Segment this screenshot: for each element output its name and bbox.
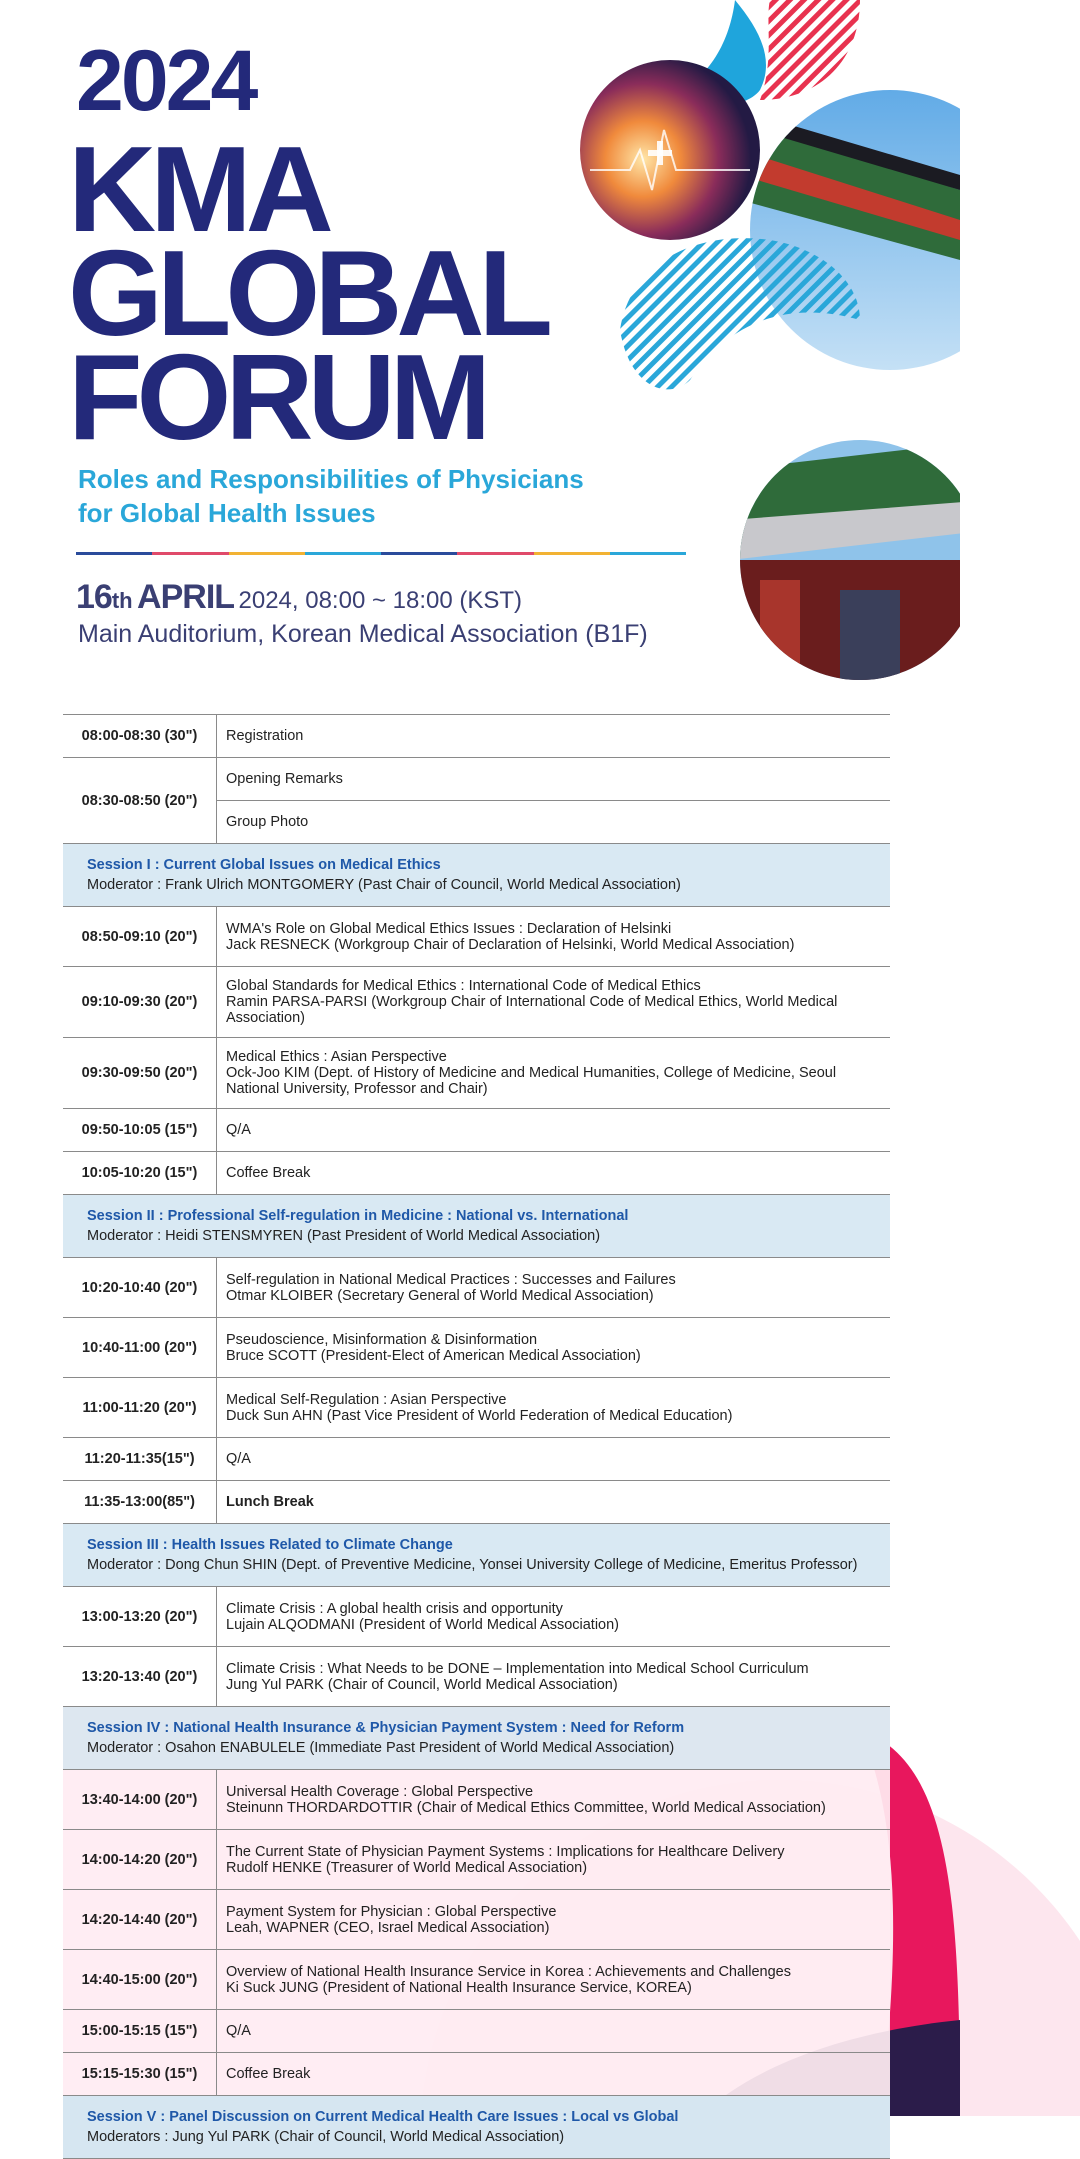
schedule-row [63, 2053, 890, 2096]
date-time: 2024, 08:00 ~ 18:00 (KST) [238, 587, 523, 614]
forum-title-line-3: FORUM [68, 329, 486, 465]
subtitle-line-1: Roles and Responsibilities of Physicians [78, 464, 584, 494]
forum-title-line-1: KMA [68, 121, 328, 257]
forum-subtitle [78, 462, 638, 530]
time-cell: 13:20-13:40 (20") [63, 1647, 217, 1707]
schedule-row [63, 1587, 890, 1647]
session-title: Session II : Professional Self-regulation in Medicine : National vs. International [87, 1208, 629, 1224]
item-cell: Registration [217, 715, 891, 758]
session-header [63, 1707, 890, 1770]
schedule-row [63, 1890, 890, 1950]
talk-speaker: Lujain ALQODMANI (President of World Medical Association) [226, 1616, 620, 1633]
schedule-row [63, 967, 890, 1038]
item-cell: Q/A [217, 1438, 891, 1481]
talk-speaker: Jung Yul PARK (Chair of Council, World Medical Association) [226, 1676, 618, 1693]
time-cell: 14:40-15:00 (20") [63, 1950, 217, 2010]
header-artwork [560, 0, 960, 680]
talk-speaker: Otmar KLOIBER (Secretary General of World Medical Association) [226, 1287, 654, 1304]
item-cell: Q/A [217, 2010, 891, 2053]
schedule-row [63, 758, 890, 801]
talk-topic: Overview of National Health Insurance Service in Korea : Achievements and Challenges [226, 1963, 791, 1980]
session-moderator: Moderator : Osahon ENABULELE (Immediate Past President of World Medical Association) [87, 1740, 675, 1756]
item-cell [217, 967, 891, 1038]
color-divider [76, 552, 686, 555]
time-cell: 13:40-14:00 (20") [63, 1770, 217, 1830]
time-cell: 10:20-10:40 (20") [63, 1258, 217, 1318]
session-header [63, 2096, 890, 2159]
talk-topic: WMA's Role on Global Medical Ethics Issues : Declaration of Helsinki [226, 920, 672, 937]
talk-speaker: Duck Sun AHN (Past Vice President of World Federation of Medical Education) [226, 1407, 733, 1424]
item-cell [217, 1587, 891, 1647]
schedule-row [63, 1038, 890, 1109]
subtitle-line-2: for Global Health Issues [78, 498, 376, 528]
date-day: 16 [76, 578, 112, 616]
item-cell [217, 1258, 891, 1318]
time-cell: 08:30-08:50 (20") [63, 758, 217, 844]
schedule-row [63, 1770, 890, 1830]
item-cell: Group Photo [217, 801, 891, 844]
time-cell: 15:00-15:15 (15") [63, 2010, 217, 2053]
talk-speaker: Rudolf HENKE (Treasurer of World Medical Association) [226, 1859, 588, 1876]
talk-topic: The Current State of Physician Payment Systems : Implications for Healthcare Delivery [226, 1843, 785, 1860]
session-title: Session V : Panel Discussion on Current Medical Health Care Issues : Local vs Global [87, 2109, 679, 2125]
item-cell: Opening Remarks [217, 758, 891, 801]
time-cell: 10:40-11:00 (20") [63, 1318, 217, 1378]
talk-topic: Pseudoscience, Misinformation & Disinformation [226, 1331, 538, 1348]
talk-topic: Global Standards for Medical Ethics : International Code of Medical Ethics [226, 978, 701, 994]
forum-title-line-2: GLOBAL [68, 225, 548, 361]
talk-speaker: Leah, WAPNER (CEO, Israel Medical Association) [226, 1919, 550, 1936]
schedule-row [63, 1950, 890, 2010]
forum-year: 2024 [76, 33, 256, 129]
time-cell: 14:20-14:40 (20") [63, 1890, 217, 1950]
item-cell: Coffee Break [217, 2053, 891, 2096]
talk-speaker: Bruce SCOTT (President-Elect of American Medical Association) [226, 1347, 641, 1364]
time-cell: 14:00-14:20 (20") [63, 1830, 217, 1890]
schedule-row [63, 2010, 890, 2053]
event-venue: Main Auditorium, Korean Medical Association (B1F) [78, 620, 648, 648]
talk-topic: Climate Crisis : What Needs to be DONE – Implementation into Medical School Curriculum [226, 1660, 809, 1677]
talk-speaker: Ramin PARSA-PARSI (Workgroup Chair of International Code of Medical Ethics, World Medical Association) [226, 994, 838, 1026]
item-cell [217, 1890, 891, 1950]
item-cell [217, 1378, 891, 1438]
schedule-row [63, 907, 890, 967]
time-cell: 11:20-11:35(15") [63, 1438, 217, 1481]
time-cell: 11:35-13:00(85") [63, 1481, 217, 1524]
session-moderator: Moderator : Heidi STENSMYREN (Past President of World Medical Association) [87, 1228, 601, 1244]
session-header [63, 1195, 890, 1258]
item-cell [217, 1770, 891, 1830]
talk-topic: Self-regulation in National Medical Practices : Successes and Failures [226, 1271, 676, 1288]
event-date [76, 578, 522, 617]
time-cell: 09:30-09:50 (20") [63, 1038, 217, 1109]
item-cell: Lunch Break [217, 1481, 891, 1524]
schedule-row [63, 1152, 890, 1195]
date-month: APRIL [137, 578, 235, 616]
item-cell [217, 907, 891, 967]
talk-speaker: Steinunn THORDARDOTTIR (Chair of Medical Ethics Committee, World Medical Association) [226, 1799, 826, 1816]
item-cell [217, 1318, 891, 1378]
talk-topic: Climate Crisis : A global health crisis and opportunity [226, 1600, 563, 1617]
time-cell: 08:50-09:10 (20") [63, 907, 217, 967]
time-cell: 08:00-08:30 (30") [63, 715, 217, 758]
schedule-row [63, 1647, 890, 1707]
time-cell: 09:10-09:30 (20") [63, 967, 217, 1038]
schedule-row [63, 1481, 890, 1524]
schedule-row [63, 1318, 890, 1378]
time-cell: 13:00-13:20 (20") [63, 1587, 217, 1647]
talk-topic: Medical Self-Regulation : Asian Perspective [226, 1391, 507, 1408]
schedule-row [63, 1378, 890, 1438]
session-title: Session I : Current Global Issues on Medical Ethics [87, 857, 441, 873]
item-cell: Coffee Break [217, 1152, 891, 1195]
time-cell: 11:00-11:20 (20") [63, 1378, 217, 1438]
session-moderator: Moderator : Dong Chun SHIN (Dept. of Preventive Medicine, Yonsei University College of Medicine, Emeritus Professor) [87, 1557, 858, 1573]
schedule-row [63, 1438, 890, 1481]
time-cell: 09:50-10:05 (15") [63, 1109, 217, 1152]
item-cell [217, 1647, 891, 1707]
session-title: Session IV : National Health Insurance & Physician Payment System : Need for Reform [87, 1720, 685, 1736]
talk-topic: Medical Ethics : Asian Perspective [226, 1049, 447, 1065]
talk-topic: Universal Health Coverage : Global Perspective [226, 1783, 534, 1800]
talk-speaker: Ki Suck JUNG (President of National Health Insurance Service, KOREA) [226, 1979, 692, 1996]
time-cell: 10:05-10:20 (15") [63, 1152, 217, 1195]
talk-speaker: Ock-Joo KIM (Dept. of History of Medicine and Medical Humanities, College of Medicine, Seoul National University, Professor and Chair) [226, 1065, 837, 1097]
talk-speaker: Jack RESNECK (Workgroup Chair of Declaration of Helsinki, World Medical Association) [226, 936, 795, 953]
schedule-table [63, 714, 890, 2159]
time-cell: 15:15-15:30 (15") [63, 2053, 217, 2096]
session-title: Session III : Health Issues Related to Climate Change [87, 1537, 453, 1553]
item-cell [217, 1038, 891, 1109]
session-header [63, 1524, 890, 1587]
session-moderator: Moderators : Jung Yul PARK (Chair of Council, World Medical Association) [87, 2129, 565, 2145]
schedule-row [63, 1109, 890, 1152]
session-header [63, 844, 890, 907]
item-cell [217, 1950, 891, 2010]
schedule-row [63, 1830, 890, 1890]
talk-topic: Payment System for Physician : Global Perspective [226, 1903, 557, 1920]
item-cell [217, 1830, 891, 1890]
item-cell: Q/A [217, 1109, 891, 1152]
date-suffix: th [111, 588, 133, 613]
schedule-row [63, 1258, 890, 1318]
schedule-row [63, 715, 890, 758]
session-moderator: Moderator : Frank Ulrich MONTGOMERY (Past Chair of Council, World Medical Association) [87, 877, 681, 893]
